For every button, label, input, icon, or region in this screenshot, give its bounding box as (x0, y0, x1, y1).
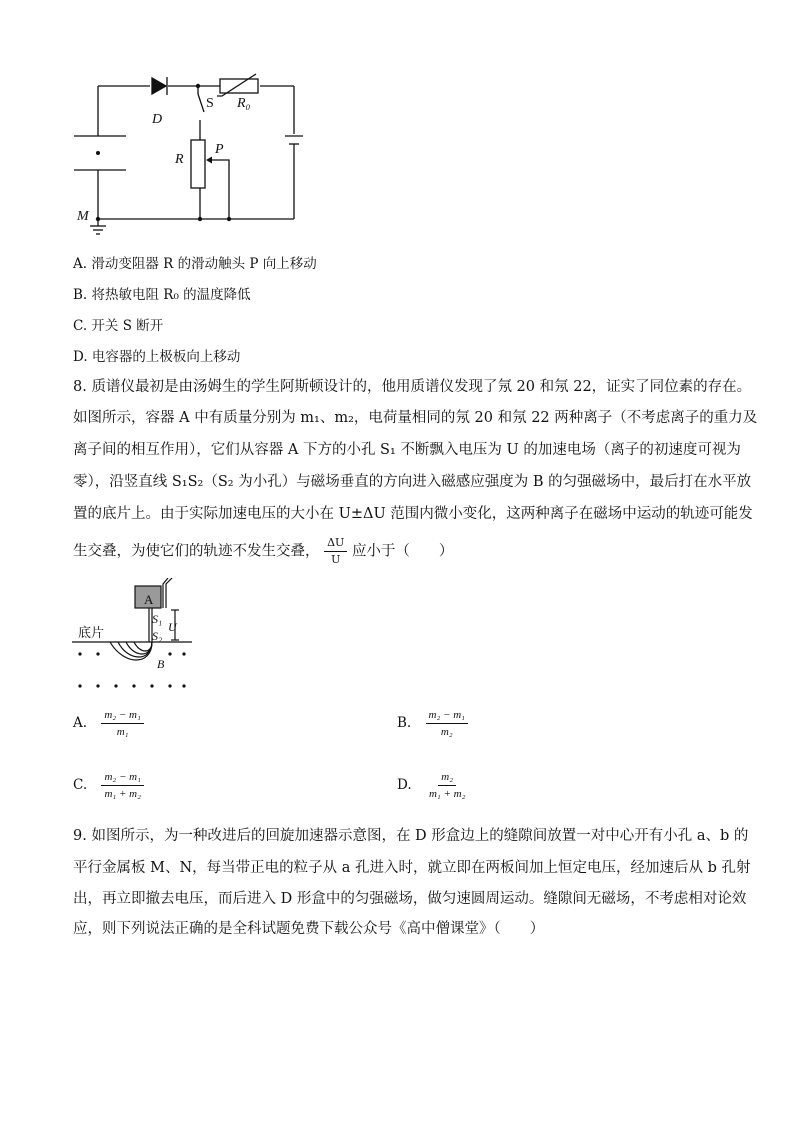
q8-option-a (73, 708, 144, 739)
q8-option-a-fraction (101, 708, 143, 739)
q8-line-3: 离子间的相互作用），它们从容器 A 下方的小孔 S₁ 不断飘入电压为 U 的加速电场（离子的初速度可视为 (73, 442, 741, 458)
fraction-denominator: m₁ + m₂ (104, 788, 141, 800)
fraction-denominator: m₂ (440, 726, 453, 738)
fraction-denominator: m₁ (116, 726, 129, 738)
q8-line-1: 8. 质谱仪最初是由汤姆生的学生阿斯顿设计的，他用质谱仪发现了氖 20 和氖 22，证实了同位素的存在。 (73, 379, 752, 395)
q8-option-a-letter: A. (73, 715, 88, 731)
label-D: D (152, 112, 163, 127)
q7-option-c: C. 开关 S 断开 (73, 318, 164, 334)
q8-option-b (397, 708, 468, 739)
label-R: R (175, 152, 184, 167)
label-b: B (157, 657, 165, 671)
q9-line-1: 9. 如图所示，为一种改进后的回旋加速器示意图，在 D 形盒边上的缝隙间放置一对中心开有小孔 a、b 的 (73, 828, 749, 844)
circuit-diagram (70, 64, 310, 244)
q8-line-4: 零），沿竖直线 S₁S₂（S₂ 为小孔）与磁场垂直的方向进入磁感应强度为 B 的匀强磁场中，最后打在水平放 (73, 474, 752, 490)
q8-option-c (73, 770, 144, 801)
label-u: U (168, 620, 177, 634)
fraction-numerator: ΔU (324, 536, 347, 552)
label-S: S (206, 96, 214, 111)
label-s2: S₂ (152, 629, 163, 643)
label-s1: S₁ (152, 612, 163, 626)
q8-line-2: 如图所示，容器 A 中有质量分别为 m₁、m₂，电荷量相同的氖 20 和氖 22 两种离子（不考虑离子的重力及 (73, 410, 758, 426)
q8-option-b-letter: B. (397, 715, 412, 731)
label-M: M (77, 209, 89, 224)
q9-line-2: 平行金属板 M、N，每当带正电的粒子从 a 孔进入时，就立即在两板间加上恒定电压，经加速后从 b 孔射 (73, 860, 751, 876)
q8-option-c-fraction (101, 770, 143, 801)
fraction-denominator: U (331, 553, 341, 566)
fraction-denominator: m₁ + m₂ (428, 788, 466, 800)
q8-line-5: 置的底片上。由于实际加速电压的大小在 U±ΔU 范围内微小变化，这两种离子在磁场中运动的轨迹可能发 (73, 506, 753, 522)
label-container-a: A (144, 592, 154, 607)
q8-option-c-letter: C. (73, 777, 88, 793)
q8-option-d (397, 770, 468, 801)
q8-line-6-prefix: 生交叠，为使它们的轨迹不发生交叠， (73, 543, 320, 560)
q8-option-d-fraction (426, 770, 468, 801)
q7-option-b: B. 将热敏电阻 R₀ 的温度降低 (73, 287, 251, 303)
fraction-numerator: m₂ − m₁ (101, 770, 143, 786)
fraction-numerator: m₂ (438, 770, 456, 786)
label-R0: R₀ (237, 96, 251, 111)
q8-option-d-letter: D. (397, 777, 412, 793)
label-P: P (215, 142, 224, 157)
fraction-numerator: m₂ − m₁ (426, 708, 468, 724)
q8-line-6-suffix: 应小于（ ） (351, 543, 454, 560)
q9-line-3: 出，再立即撤去电压，而后进入 D 形盒中的匀强磁场，做匀速圆周运动。缝隙间无磁场，不考虑相对论效 (73, 891, 747, 907)
q8-line-6 (73, 536, 453, 567)
fraction-numerator: m₂ − m₁ (101, 708, 143, 724)
delta-u-over-u-fraction (324, 536, 347, 567)
q7-option-a: A. 滑动变阻器 R 的滑动触头 P 向上移动 (73, 256, 317, 272)
q7-option-d: D. 电容器的上极板向上移动 (73, 349, 241, 365)
label-film: 底片 (78, 626, 105, 641)
q8-option-b-fraction (426, 708, 468, 739)
q9-line-4: 应，则下列说法正确的是全科试题免费下载公众号《高中僧课堂》（ ） (73, 921, 545, 937)
